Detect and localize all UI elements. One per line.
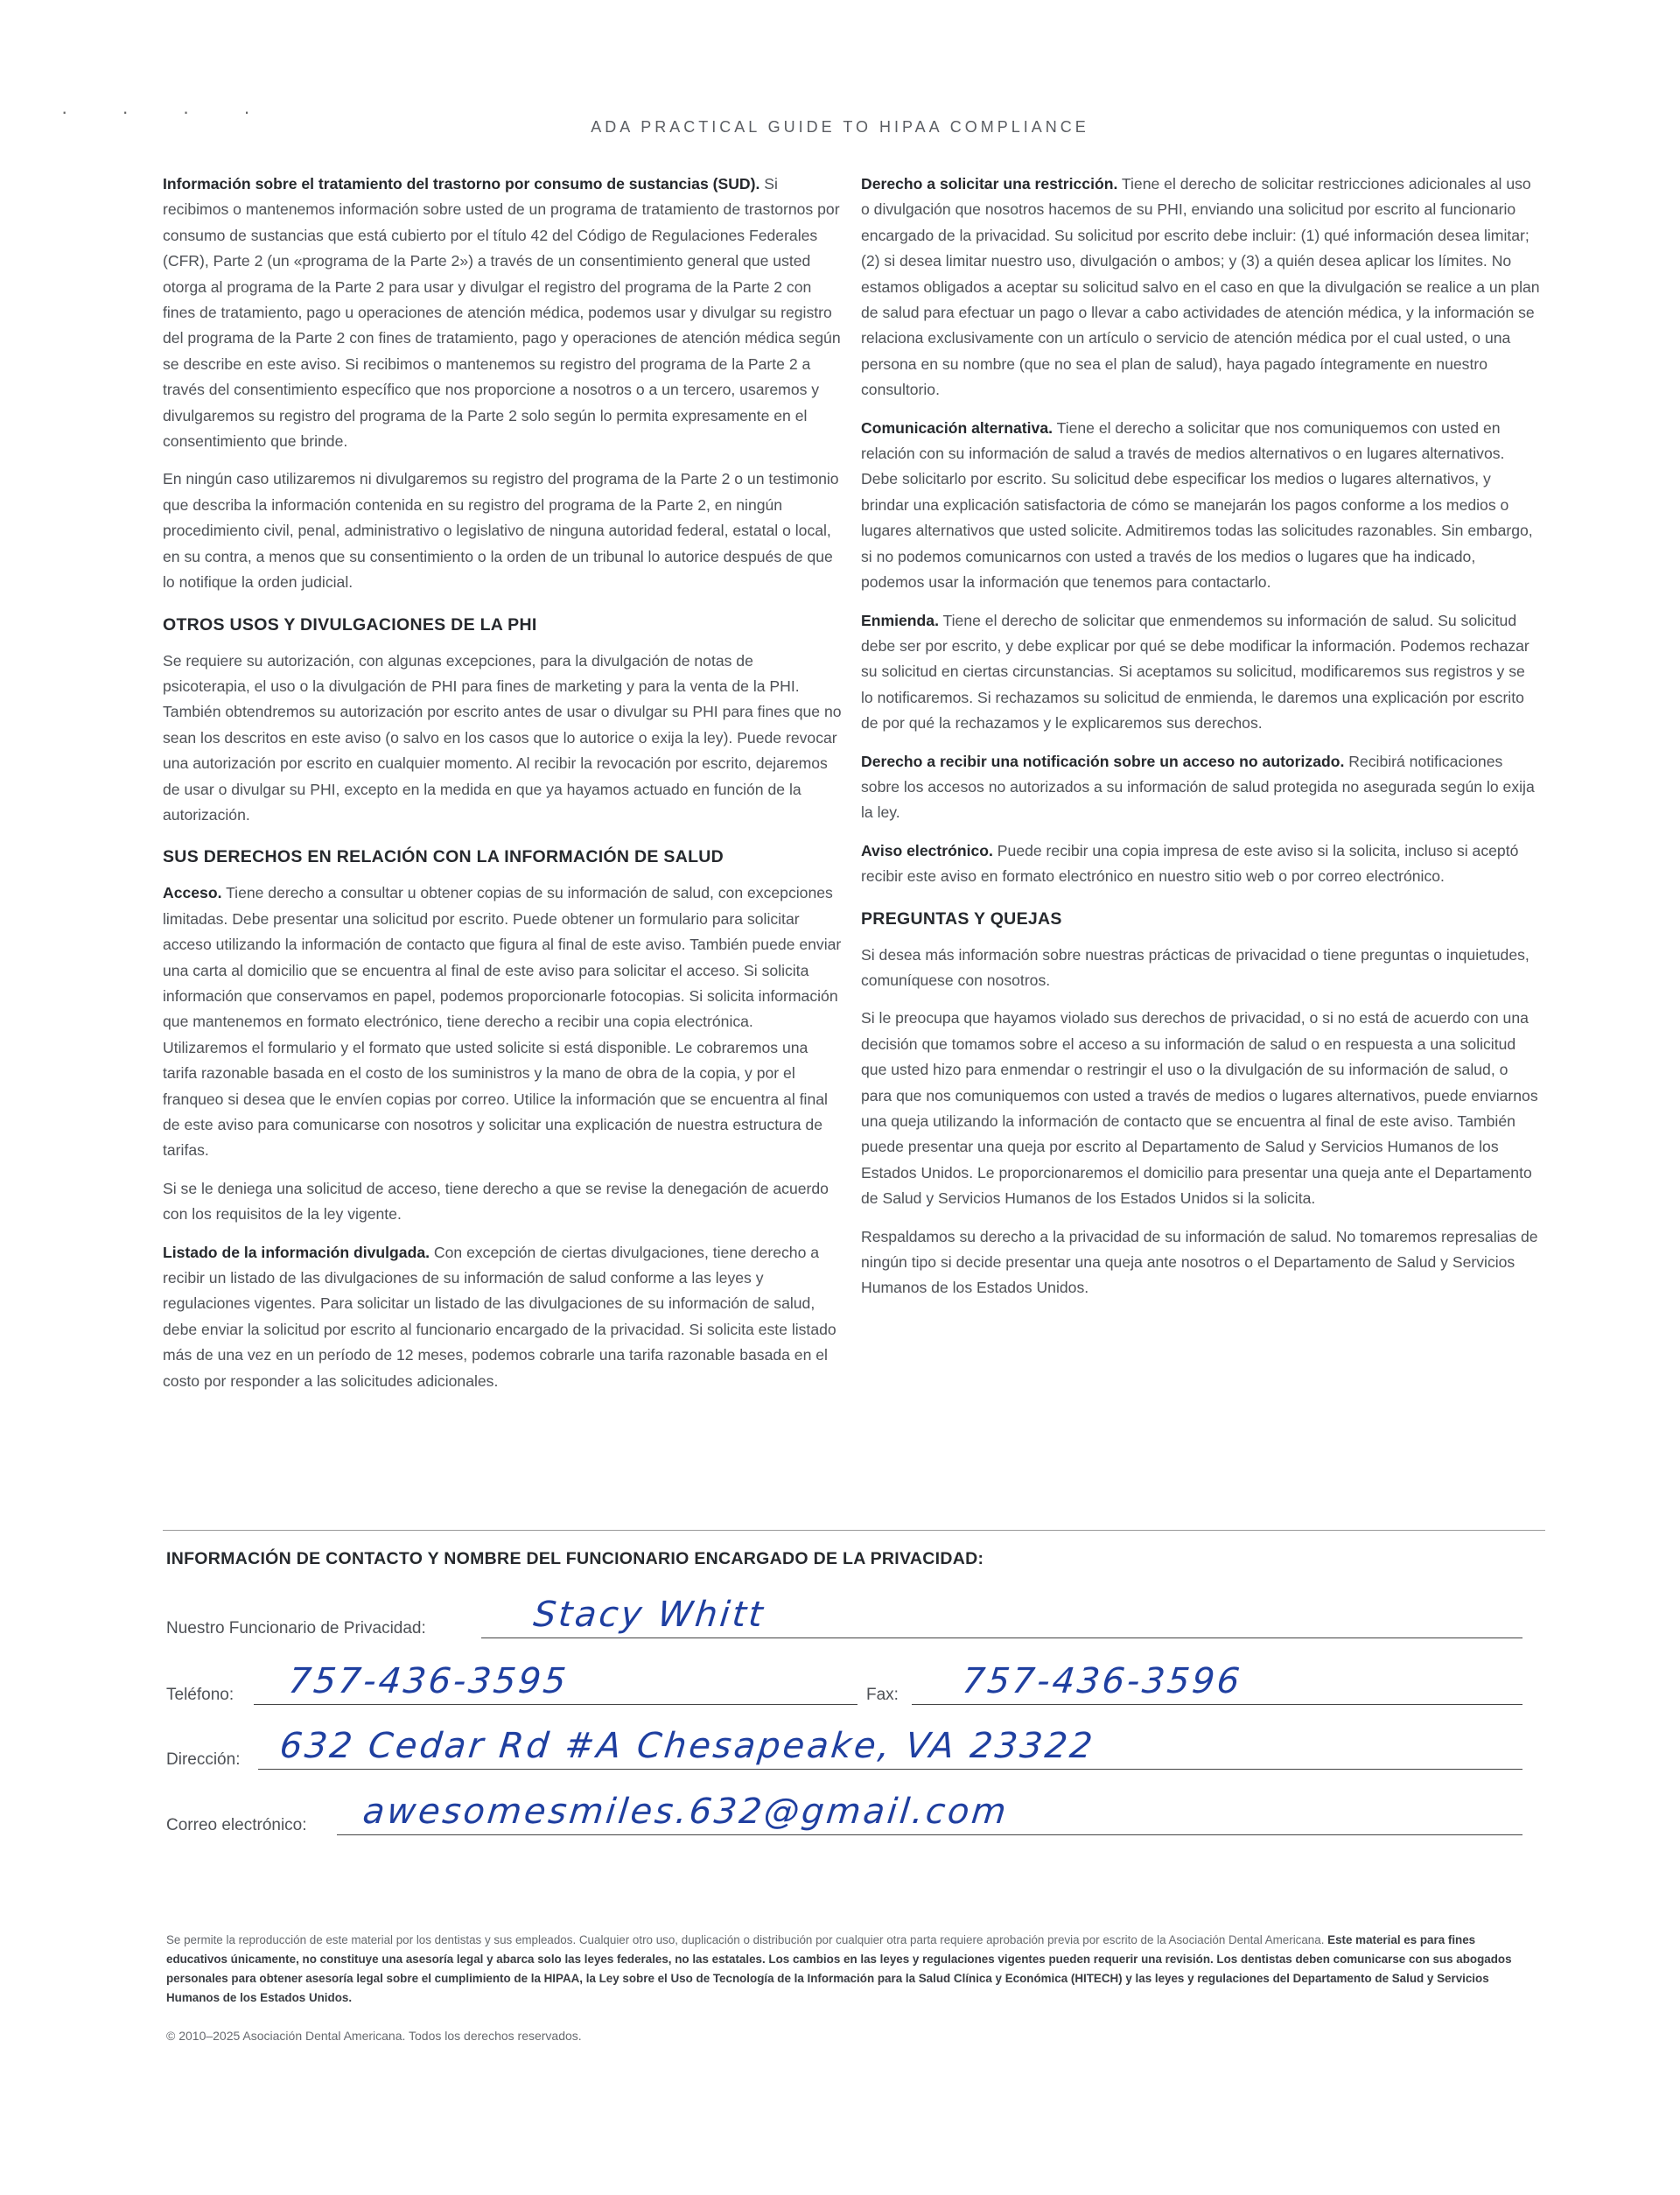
officer-label: Nuestro Funcionario de Privacidad:: [166, 1619, 426, 1637]
derechos-heading: SUS DERECHOS EN RELACIÓN CON LA INFORMACIÓN DE SALUD: [163, 847, 724, 867]
aviso-paragraph: [861, 838, 1540, 890]
left-column: [163, 172, 842, 1406]
footer-text-bold: Este material es para fines educativos únicamente, no constituye una asesoría legal y abarca solo las leyes federales, no las estatales. Los cambios en las leyes y regulaciones vigentes pueden requerir una revisión. Los dentistas deben comunicarse con sus abogados personales para obtener asesoría legal sobre el cumplimiento de la HIPAA, la Ley sobre el Uso de Tecnología de la Información para la Salud Clínica y Económica (HITECH) y las leyes y regulaciones del Departamento de Salud y Servicios Humanos de los Estados Unidos.: [166, 1933, 1512, 2004]
listado-text: Con excepción de ciertas divulgaciones, tiene derecho a recibir un listado de las divulgaciones de su información de salud conforme a las leyes y regulaciones vigentes. Para solicitar un listado de las divulgaciones de su información de salud, debe enviar la solicitud por escrito al funcionario encargado de la privacidad. Si solicita este listado más de una vez en un período de 12 meses, podemos cobrarle una tarifa razonable basada en el costo por responder a las solicitudes adicionales.: [163, 1243, 836, 1390]
preguntas-heading: PREGUNTAS Y QUEJAS: [861, 908, 1062, 929]
scan-artifact-dots: · · · ·: [61, 101, 275, 123]
contact-divider: [163, 1530, 1545, 1531]
address-line: [258, 1769, 1522, 1770]
officer-value: Stacy Whitt: [531, 1595, 767, 1635]
comunicacion-title: Comunicación alternativa.: [861, 418, 1054, 437]
officer-field[interactable]: [166, 1595, 1522, 1642]
aviso-text: Puede recibir una copia impresa de este aviso si la solicita, incluso si aceptó recibir este aviso en formato electrónico en nuestro sitio web o por correo electrónico.: [861, 841, 1519, 886]
otros-usos-text: Se requiere su autorización, con algunas excepciones, para la divulgación de notas de psicoterapia, el uso o la divulgación de PHI para fines de marketing y para la venta de la PHI. También obtendremos su autorización por escrito antes de usar o divulgar su PHI para fines que no sean los descritos en este aviso (o salvo en los casos que lo autorice o exija la ley). Puede revocar una autorización por escrito en cualquier momento. Al recibir la revocación por escrito, dejaremos de usar o divulgar su PHI, excepto en la medida en que ya hayamos actuado en función de la autorización.: [163, 651, 842, 824]
copyright: © 2010–2025 Asociación Dental Americana. Todos los derechos reservados.: [166, 2029, 582, 2043]
email-value: awesomesmiles.632@gmail.com: [360, 1792, 1011, 1832]
footer-disclaimer: [166, 1931, 1514, 2008]
sud-paragraph: [163, 172, 842, 454]
preguntas-text-2: Si le preocupa que hayamos violado sus derechos de privacidad, o si no está de acuerdo con una decisión que tomamos sobre el acceso a su información de salud o en respuesta a una solicitud que usted hizo para enmendar o restringir el uso o la divulgación de su información de salud, o para que nos comuniquemos con usted a través de medios o lugares alternativos, puede enviarnos una queja utilizando la información de contacto que se encuentra al final de este aviso. También puede presentar una queja por escrito al Departamento de Salud y Servicios Humanos de los Estados Unidos. Le proporcionaremos el domicilio para presentar una queja ante el Departamento de Salud y Servicios Humanos de los Estados Unidos si la solicita.: [861, 1009, 1538, 1208]
sud-paragraph-2: En ningún caso utilizaremos ni divulgaremos su registro del programa de la Parte 2 o un testimonio que describa la información contenida en su registro del programa de la Parte 2, en ningún procedimiento civil, penal, administrativo o legislativo de ninguna autoridad federal, estatal o local, en su contra, a menos que su consentimiento o la orden de un tribunal lo autorice después de que lo notifique la orden judicial.: [163, 470, 839, 592]
comunicacion-text: Tiene el derecho a solicitar que nos comuniquemos con usted en relación con su información de salud a través de medios alternativos o en lugares alternativos. Debe solicitarlo por escrito. Su solicitud debe especificar los medios o lugares alternativos, y brindar una explicación satisfactoria de cómo se manejarán los pagos conforme a los medios o lugares alternativos que usted solicite. Admitiremos todas las solicitudes razonables. Sin embargo, si no podemos comunicarnos con usted a través de los medios o lugares que ha indicado, podemos usar la información que tenemos para contactarlo.: [861, 418, 1533, 592]
aviso-title: Aviso electrónico.: [861, 841, 993, 859]
acceso-text: Tiene derecho a consultar u obtener copias de su información de salud, con excepciones limitadas. Debe presentar una solicitud por escrito. Puede obtener un formulario para solicitar acceso utilizando la información de contacto que figura al final de este aviso. También puede enviar una carta al domicilio que se encuentra al final de este aviso para solicitar el acceso. Si solicita información que conservamos en papel, podemos proporcionarle fotocopias. Si solicita información que mantenemos en formato electrónico, tiene derecho a recibir una copia electrónica. Utilizaremos el formulario y el formato que usted solicite si está disponible. Le cobraremos una tarifa razonable basada en el costo de los suministros y la mano de obra de la copia, y por el franqueo si desea que le envíen copias por correo. Utilice la información que se encuentra al final de este aviso para comunicarse con nosotros y solicitar una explicación de nuestra estructura de tarifas.: [163, 884, 842, 1160]
restriccion-text: Tiene el derecho de solicitar restricciones adicionales al uso o divulgación que nosotros hacemos de su PHI, enviando una solicitud por escrito al funcionario encargado de la privacidad. Su solicitud por escrito debe incluir: (1) qué información desea limitar; (2) si desea limitar nuestro uso, divulgación o ambos; y (3) a quién desea aplicar los límites. No estamos obligados a aceptar su solicitud salvo en el caso en que la divulgación se realice a un plan de salud para efectuar un pago o llevar a cabo actividades de atención médica, y la información se relaciona exclusivamente con un artículo o servicio de atención médica por el cual usted, o una persona en su nombre (que no sea el plan de salud), haya pagado íntegramente en nuestro consultorio.: [861, 175, 1540, 399]
phone-label: Teléfono:: [166, 1686, 234, 1704]
notificacion-text: Recibirá notificaciones sobre los accesos no autorizados a su información de salud protegida no asegurada según lo exija la ley.: [861, 752, 1535, 822]
email-label: Correo electrónico:: [166, 1816, 307, 1834]
notificacion-paragraph: [861, 749, 1540, 826]
phone-value: 757-436-3595: [286, 1661, 570, 1701]
page-header: ADA PRACTICAL GUIDE TO HIPAA COMPLIANCE: [591, 118, 1089, 136]
enmienda-title: Enmienda.: [861, 611, 939, 629]
fax-field[interactable]: [866, 1661, 1522, 1708]
enmienda-text: Tiene el derecho de solicitar que enmendemos su información de salud. Su solicitud debe ser por escrito, y debe explicar por qué se debe modificar la información. Podemos rechazar su solicitud en ciertas circunstancias. Si aceptamos su solicitud, modificaremos sus registros y se lo notificaremos. Si rechazamos su solicitud de enmienda, le daremos una explicación por escrito de por qué la rechazamos y le explicaremos sus derechos.: [861, 611, 1530, 733]
sud-text: Si recibimos o mantenemos información sobre usted de un programa de tratamiento de trastornos por consumo de sustancias que está cubierto por el título 42 del Código de Regulaciones Federales (CFR), Parte 2 (un «programa de la Parte 2») a través de un consentimiento general que usted otorga al programa de la Parte 2 para usar y divulgar el registro del programa de la Parte 2 con fines de tratamiento, pago u operaciones de atención médica, podemos usar y divulgar su registro del programa de la Parte 2 con fines de tratamiento, pago y operaciones de atención médica según se describe en este aviso. Si recibimos o mantenemos su registro del programa de la Parte 2 a través del consentimiento específico que nos proporcione a nosotros o a un tercero, usaremos y divulgaremos su registro del programa de la Parte 2 solo según lo permita expresamente en el consentimiento que brinde.: [163, 175, 841, 451]
fax-value: 757-436-3596: [960, 1661, 1244, 1701]
notificacion-title: Derecho a recibir una notificación sobre un acceso no autorizado.: [861, 752, 1345, 770]
phone-line: [254, 1704, 858, 1705]
acceso-title: Acceso.: [163, 884, 222, 902]
phone-field[interactable]: [166, 1661, 858, 1708]
enmienda-paragraph: [861, 608, 1540, 737]
acceso-paragraph: [163, 880, 842, 1163]
address-value: 632 Cedar Rd #A Chesapeake, VA 23322: [277, 1726, 1097, 1766]
email-field[interactable]: [166, 1792, 1522, 1839]
officer-line: [481, 1637, 1522, 1638]
listado-title: Listado de la información divulgada.: [163, 1243, 430, 1261]
preguntas-text-1: Si desea más información sobre nuestras prácticas de privacidad o tiene preguntas o inquietudes, comuníquese con nosotros.: [861, 945, 1530, 989]
preguntas-text-3: Respaldamos su derecho a la privacidad de su información de salud. No tomaremos represalias de ningún tipo si decide presentar una queja ante nosotros o el Departamento de Salud y Servicios Humanos de los Estados Unidos.: [861, 1227, 1538, 1297]
footer-text-plain: Se permite la reproducción de este material por los dentistas y sus empleados. Cualquier otro uso, duplicación o distribución por cualquier otra parta requiere aprobación previa por escrito de la Asociación Dental Americana.: [166, 1933, 1325, 1946]
sud-title: Información sobre el tratamiento del trastorno por consumo de sustancias (SUD).: [163, 175, 760, 193]
right-column: [861, 172, 1540, 1314]
email-line: [337, 1834, 1522, 1835]
address-field[interactable]: [166, 1726, 1522, 1773]
otros-usos-heading: OTROS USOS Y DIVULGACIONES DE LA PHI: [163, 614, 537, 635]
fax-label: Fax:: [866, 1686, 899, 1704]
fax-line: [912, 1704, 1522, 1705]
contact-title: INFORMACIÓN DE CONTACTO Y NOMBRE DEL FUNCIONARIO ENCARGADO DE LA PRIVACIDAD:: [166, 1549, 984, 1568]
comunicacion-paragraph: [861, 416, 1540, 596]
address-label: Dirección:: [166, 1750, 241, 1769]
restriccion-paragraph: [861, 172, 1540, 403]
listado-paragraph: [163, 1240, 842, 1394]
restriccion-title: Derecho a solicitar una restricción.: [861, 175, 1118, 193]
acceso-paragraph-2: Si se le deniega una solicitud de acceso, tiene derecho a que se revise la denegación de acuerdo con los requisitos de la ley vigente.: [163, 1179, 829, 1224]
